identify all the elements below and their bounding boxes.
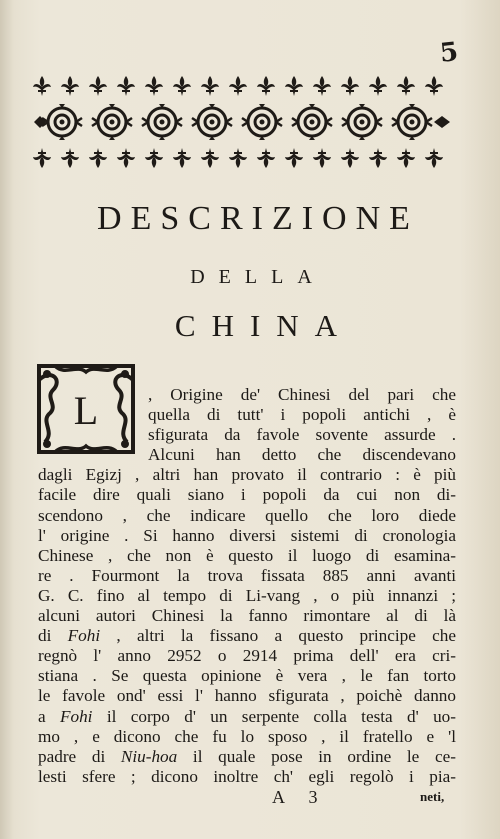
text-line: scendono , che indicare quello che loro diede [38,505,456,525]
text-line: l' origine . Si hanno diversi sistemi di cronologia [38,525,456,545]
text-line: , Origine de' Chinesi del pari che [148,385,456,404]
italic-name: Niu-hoa [120,746,178,766]
italic-name: Fohi [67,626,101,646]
text-line [38,707,456,727]
text-line: lesti sfere ; dicono inoltre ch' egli regolò i pia- [38,766,456,786]
text-line: re . Fourmont la trova fissata 885 anni avanti [38,565,456,585]
text-segment: a [38,706,60,726]
signature-mark: A 3 [272,787,328,807]
chapter-subtitle-della: DELLA [190,266,326,288]
text-line: dagli Egizj , altri han provato il contrario : è più [38,465,456,485]
text-line: mo , e dicono che fu lo sposo , il fratello e 'l [38,726,456,746]
text-line: Alcuni han detto che discendevano [148,445,456,465]
chapter-subtitle-china: CHINA [174,308,354,343]
text-line [38,747,456,767]
body-text [38,385,456,787]
text-segment: , altri la fissano a questo principe che [100,626,456,646]
text-line [38,626,456,646]
initial-letter: L [73,388,99,433]
text-line: quella di tutt' i popoli antichi , è [148,405,456,425]
italic-name: Fohi [60,706,93,726]
text-line: sfigurata da favole sovente assurde . [148,425,456,445]
text-segment: il quale pose in ordine le ce- [177,746,456,766]
text-segment: padre di [38,746,121,766]
text-segment: di [38,626,68,646]
text-line: alcuni autori Chinesi la fanno rimontare al di là [38,606,456,626]
text-segment: il corpo d' un serpente colla testa d' uo- [92,706,456,726]
catchword: neti, [420,789,445,804]
text-line: G. C. fino al tempo di Li-vang , o più innanzi ; [38,585,456,605]
text-line: le favole ond' essi l' hanno sfigurata , poichè danno [38,686,456,706]
chapter-title: DESCRIZIONE [97,200,419,237]
text-line: facile dire quali siano i popoli da cui non di- [38,485,456,505]
page-number: 5 [438,37,460,69]
text-line: stiana . Se questa opinione è vera , le fan torto [38,666,456,686]
text-line: regnò l' anno 2952 o 2914 prima dell' era cri- [38,646,456,666]
text-line: Chinese , che non è questo il luogo di esamina- [38,545,456,565]
decorative-headpiece [30,72,455,172]
